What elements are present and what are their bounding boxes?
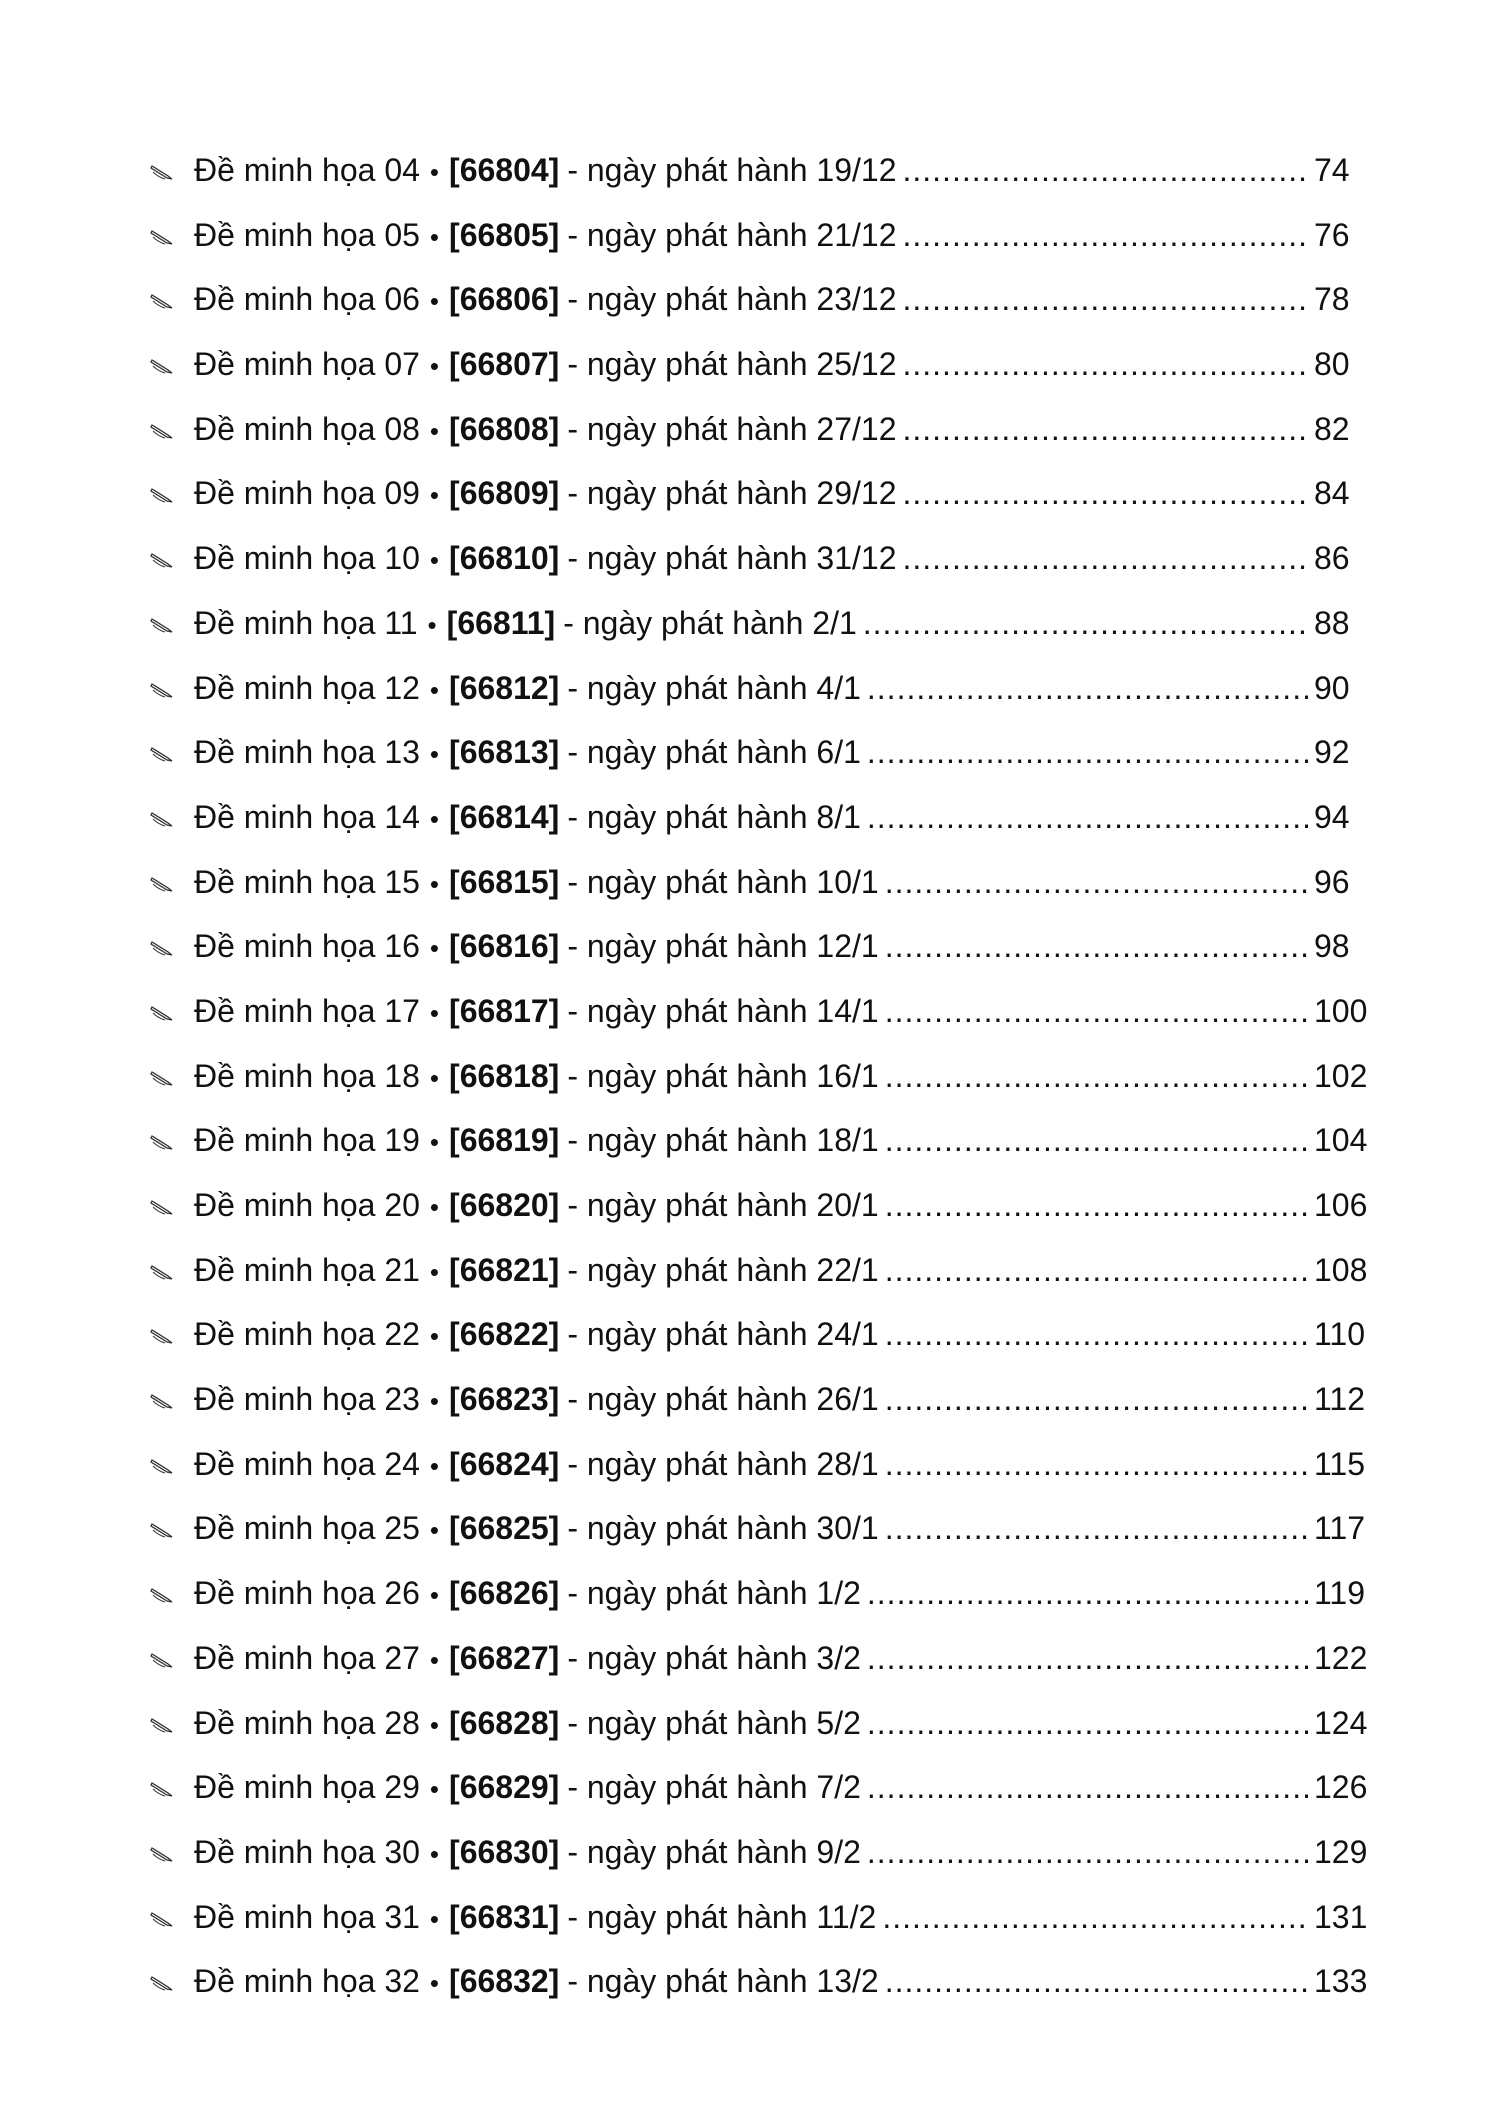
entry-code: [66805] — [449, 216, 560, 253]
entry-code: [66814] — [449, 798, 560, 835]
pen-nib-icon — [150, 787, 194, 852]
bullet-separator: • — [429, 1321, 440, 1352]
dot-leader — [885, 1432, 1308, 1497]
entry-page-number: 122 — [1314, 1639, 1368, 1676]
toc-entry[interactable] — [150, 1108, 1380, 1173]
bullet-separator: • — [429, 997, 440, 1028]
entry-release-date: - ngày phát hành 21/12 — [567, 216, 897, 253]
entry-release-date: - ngày phát hành 16/1 — [567, 1057, 879, 1094]
dot-leader — [867, 1691, 1308, 1756]
dot-leader — [885, 1367, 1308, 1432]
dot-leader — [867, 656, 1308, 721]
entry-title: Đề minh họa 24 — [194, 1445, 420, 1482]
toc-entry[interactable] — [150, 656, 1380, 721]
entry-page-number: 124 — [1314, 1704, 1368, 1741]
toc-entry[interactable] — [150, 1044, 1380, 1109]
entry-title: Đề minh họa 21 — [194, 1251, 420, 1288]
dot-leader — [885, 1044, 1308, 1109]
toc-entry[interactable] — [150, 1626, 1380, 1691]
entry-code: [66828] — [449, 1704, 560, 1741]
entry-release-date: - ngày phát hành 22/1 — [567, 1251, 879, 1288]
entry-release-date: - ngày phát hành 4/1 — [567, 669, 861, 706]
entry-code: [66813] — [449, 734, 560, 771]
entry-page-number: 119 — [1314, 1575, 1366, 1612]
bullet-separator: • — [429, 1774, 440, 1805]
bullet-separator: • — [429, 1968, 440, 1999]
bullet-separator: • — [429, 1062, 440, 1093]
pen-nib-icon — [150, 1046, 194, 1111]
entry-page-number: 98 — [1314, 928, 1350, 965]
entry-page-number: 110 — [1314, 1316, 1366, 1353]
entry-code: [66811] — [446, 604, 556, 641]
entry-page-number: 80 — [1314, 346, 1350, 383]
pen-nib-icon — [150, 1822, 194, 1887]
bullet-separator: • — [429, 351, 440, 382]
toc-entry[interactable] — [150, 1820, 1380, 1885]
entry-page-number: 92 — [1314, 734, 1350, 771]
entry-page-number: 100 — [1314, 992, 1368, 1029]
pen-nib-icon — [150, 1951, 194, 2016]
dot-leader — [902, 203, 1308, 268]
dot-leader — [863, 591, 1308, 656]
entry-title: Đề minh họa 29 — [194, 1769, 420, 1806]
entry-title: Đề minh họa 10 — [194, 540, 420, 577]
bullet-separator: • — [429, 1515, 440, 1546]
toc-entry[interactable] — [150, 591, 1380, 656]
entry-code: [66820] — [449, 1187, 560, 1223]
pen-nib-icon — [150, 1887, 194, 1952]
toc-entry[interactable] — [150, 1755, 1380, 1820]
bullet-separator: • — [429, 803, 440, 834]
pen-nib-icon — [150, 1757, 194, 1822]
entry-code: [66807] — [449, 346, 560, 383]
entry-code: [66815] — [449, 863, 560, 900]
entry-page-number: 82 — [1314, 410, 1350, 447]
entry-page-number: 131 — [1314, 1898, 1368, 1935]
bullet-separator: • — [429, 674, 440, 705]
entry-title: Đề minh họa 31 — [194, 1898, 420, 1935]
pen-nib-icon — [150, 1110, 194, 1175]
pen-nib-icon — [150, 140, 194, 205]
entry-release-date: - ngày phát hành 2/1 — [563, 604, 857, 641]
entry-code: [66831] — [449, 1898, 560, 1935]
pen-nib-icon — [150, 1240, 194, 1305]
bullet-separator: • — [429, 933, 440, 964]
pen-nib-icon — [150, 658, 194, 723]
entry-release-date: - ngày phát hành 6/1 — [567, 734, 861, 771]
entry-release-date: - ngày phát hành 18/1 — [567, 1122, 879, 1159]
toc-entry[interactable] — [150, 979, 1380, 1044]
entry-page-number: 129 — [1314, 1833, 1368, 1870]
entry-release-date: - ngày phát hành 7/2 — [567, 1769, 861, 1806]
entry-release-date: - ngày phát hành 8/1 — [567, 798, 861, 835]
entry-title: Đề minh họa 14 — [194, 798, 420, 835]
entry-release-date: - ngày phát hành 19/12 — [567, 152, 897, 188]
bullet-separator: • — [429, 739, 440, 770]
dot-leader — [902, 461, 1308, 526]
entry-code: [66822] — [449, 1316, 560, 1353]
toc-entry[interactable] — [150, 1561, 1380, 1626]
entry-release-date: - ngày phát hành 27/12 — [567, 410, 897, 447]
entry-title: Đề minh họa 27 — [194, 1639, 420, 1676]
pen-nib-icon — [150, 1175, 194, 1240]
dot-leader — [885, 1302, 1308, 1367]
toc-entry[interactable] — [150, 267, 1380, 332]
bullet-separator: • — [427, 609, 437, 640]
bullet-separator: • — [429, 480, 440, 511]
toc-entry[interactable] — [150, 1302, 1380, 1367]
entry-title: Đề minh họa 13 — [194, 734, 420, 771]
entry-code: [66825] — [449, 1510, 560, 1547]
entry-release-date: - ngày phát hành 1/2 — [567, 1575, 861, 1612]
pen-nib-icon — [150, 399, 194, 464]
entry-page-number: 88 — [1314, 604, 1350, 641]
pen-nib-icon — [150, 334, 194, 399]
entry-page-number: 102 — [1314, 1057, 1368, 1094]
entry-code: [66832] — [449, 1963, 560, 2000]
entry-code: [66812] — [449, 669, 560, 706]
bullet-separator: • — [429, 868, 440, 899]
entry-code: [66804] — [449, 152, 560, 188]
entry-code: [66809] — [449, 475, 560, 512]
toc-entry[interactable] — [150, 1496, 1380, 1561]
dot-leader — [885, 979, 1308, 1044]
entry-release-date: - ngày phát hành 31/12 — [567, 540, 897, 577]
entry-page-number: 115 — [1314, 1445, 1366, 1482]
entry-code: [66819] — [449, 1122, 560, 1159]
pen-nib-icon — [150, 1369, 194, 1434]
pen-nib-icon — [150, 463, 194, 528]
entry-page-number: 84 — [1314, 475, 1350, 512]
entry-title: Đề minh họa 23 — [194, 1381, 420, 1418]
dot-leader — [885, 1496, 1308, 1561]
dot-leader — [882, 1885, 1308, 1950]
toc-entry[interactable] — [150, 850, 1380, 915]
dot-leader — [902, 267, 1308, 332]
entry-title: Đề minh họa 18 — [194, 1057, 420, 1094]
entry-title: Đề minh họa 04 — [194, 152, 420, 188]
entry-page-number: 117 — [1314, 1510, 1366, 1547]
bullet-separator: • — [429, 157, 440, 187]
toc-entry[interactable] — [150, 1432, 1380, 1497]
dot-leader — [867, 1820, 1308, 1885]
dot-leader — [867, 1755, 1308, 1820]
entry-title: Đề minh họa 30 — [194, 1833, 420, 1870]
entry-release-date: - ngày phát hành 3/2 — [567, 1639, 861, 1676]
entry-release-date: - ngày phát hành 11/2 — [567, 1898, 877, 1935]
entry-title: Đề minh họa 22 — [194, 1316, 420, 1353]
pen-nib-icon — [150, 916, 194, 981]
bullet-separator: • — [429, 1644, 440, 1675]
entry-code: [66817] — [449, 992, 560, 1029]
entry-release-date: - ngày phát hành 14/1 — [567, 992, 879, 1029]
entry-title: Đề minh họa 06 — [194, 281, 420, 318]
dot-leader — [885, 1949, 1308, 2014]
entry-code: [66823] — [449, 1381, 560, 1418]
bullet-separator: • — [429, 545, 440, 576]
entry-code: [66808] — [449, 410, 560, 447]
entry-release-date: - ngày phát hành 30/1 — [567, 1510, 879, 1547]
bullet-separator: • — [429, 1838, 440, 1869]
entry-page-number: 112 — [1314, 1381, 1366, 1418]
entry-code: [66826] — [449, 1575, 560, 1612]
entry-title: Đề minh họa 12 — [194, 669, 420, 706]
toc-entry[interactable] — [150, 1173, 1380, 1238]
entry-page-number: 108 — [1314, 1251, 1368, 1288]
entry-code: [66827] — [449, 1639, 560, 1676]
entry-page-number: 90 — [1314, 669, 1350, 706]
pen-nib-icon — [150, 269, 194, 334]
toc-entry[interactable] — [150, 332, 1380, 397]
entry-release-date: - ngày phát hành 20/1 — [567, 1187, 879, 1223]
bullet-separator: • — [429, 1903, 440, 1934]
entry-page-number: 104 — [1314, 1122, 1368, 1159]
dot-leader — [902, 138, 1308, 203]
dot-leader — [885, 1173, 1308, 1238]
dot-leader — [902, 332, 1308, 397]
entry-release-date: - ngày phát hành 24/1 — [567, 1316, 879, 1353]
toc-entry[interactable] — [150, 720, 1380, 785]
entry-code: [66829] — [449, 1769, 560, 1806]
toc-entry[interactable] — [150, 526, 1380, 591]
entry-page-number: 74 — [1314, 152, 1350, 188]
entry-release-date: - ngày phát hành 13/2 — [567, 1963, 879, 2000]
dot-leader — [885, 1238, 1308, 1303]
pen-nib-icon — [150, 1563, 194, 1628]
entry-title: Đề minh họa 19 — [194, 1122, 420, 1159]
entry-page-number: 94 — [1314, 798, 1350, 835]
entry-code: [66816] — [449, 928, 560, 965]
pen-nib-icon — [150, 722, 194, 787]
pen-nib-icon — [150, 1628, 194, 1693]
bullet-separator: • — [429, 1386, 440, 1417]
entry-title: Đề minh họa 07 — [194, 346, 420, 383]
entry-title: Đề minh họa 16 — [194, 928, 420, 965]
toc-entry[interactable] — [150, 1238, 1380, 1303]
entry-code: [66824] — [449, 1445, 560, 1482]
entry-title: Đề minh họa 08 — [194, 410, 420, 447]
entry-title: Đề minh họa 25 — [194, 1510, 420, 1547]
entry-release-date: - ngày phát hành 12/1 — [567, 928, 879, 965]
toc-entry[interactable] — [150, 785, 1380, 850]
entry-title: Đề minh họa 32 — [194, 1963, 420, 2000]
entry-title: Đề minh họa 15 — [194, 863, 420, 900]
entry-title: Đề minh họa 28 — [194, 1704, 420, 1741]
pen-nib-icon — [150, 528, 194, 593]
dot-leader — [885, 914, 1308, 979]
bullet-separator: • — [429, 221, 440, 252]
toc-entry[interactable] — [150, 1691, 1380, 1756]
dot-leader — [885, 1108, 1308, 1173]
pen-nib-icon — [150, 1693, 194, 1758]
entry-page-number: 76 — [1314, 216, 1350, 253]
dot-leader — [867, 785, 1308, 850]
entry-release-date: - ngày phát hành 29/12 — [567, 475, 897, 512]
entry-page-number: 133 — [1314, 1963, 1368, 2000]
entry-title: Đề minh họa 09 — [194, 475, 420, 512]
toc-entry[interactable] — [150, 914, 1380, 979]
pen-nib-icon — [150, 852, 194, 917]
pen-nib-icon — [150, 1434, 194, 1499]
table-of-contents — [150, 138, 1380, 2014]
bullet-separator: • — [429, 415, 440, 446]
entry-release-date: - ngày phát hành 5/2 — [567, 1704, 861, 1741]
entry-title: Đề minh họa 17 — [194, 992, 420, 1029]
bullet-separator: • — [429, 1256, 440, 1287]
entry-page-number: 106 — [1314, 1187, 1368, 1223]
dot-leader — [902, 397, 1308, 462]
entry-title: Đề minh họa 20 — [194, 1187, 420, 1223]
entry-release-date: - ngày phát hành 26/1 — [567, 1381, 879, 1418]
toc-entry[interactable] — [150, 461, 1380, 526]
toc-entry[interactable] — [150, 1949, 1380, 2014]
entry-page-number: 86 — [1314, 540, 1350, 577]
bullet-separator: • — [429, 286, 440, 317]
dot-leader — [867, 1561, 1308, 1626]
bullet-separator: • — [429, 1192, 440, 1222]
entry-release-date: - ngày phát hành 10/1 — [567, 863, 879, 900]
entry-code: [66821] — [449, 1251, 560, 1288]
entry-code: [66810] — [449, 540, 560, 577]
entry-release-date: - ngày phát hành 9/2 — [567, 1833, 861, 1870]
entry-code: [66830] — [449, 1833, 560, 1870]
entry-title: Đề minh họa 05 — [194, 216, 420, 253]
entry-code: [66818] — [449, 1057, 560, 1094]
toc-entry[interactable] — [150, 397, 1380, 462]
toc-entry[interactable] — [150, 138, 1380, 203]
toc-entry[interactable] — [150, 1367, 1380, 1432]
dot-leader — [885, 850, 1308, 915]
dot-leader — [902, 526, 1308, 591]
bullet-separator: • — [429, 1709, 440, 1740]
dot-leader — [867, 720, 1308, 785]
entry-release-date: - ngày phát hành 28/1 — [567, 1445, 879, 1482]
entry-code: [66806] — [449, 281, 560, 318]
toc-entry[interactable] — [150, 203, 1380, 268]
entry-page-number: 78 — [1314, 281, 1350, 318]
bullet-separator: • — [429, 1450, 440, 1481]
entry-page-number: 96 — [1314, 863, 1350, 900]
entry-release-date: - ngày phát hành 23/12 — [567, 281, 897, 318]
entry-page-number: 126 — [1314, 1769, 1368, 1806]
bullet-separator: • — [429, 1580, 440, 1611]
entry-title: Đề minh họa 26 — [194, 1575, 420, 1612]
toc-entry[interactable] — [150, 1885, 1380, 1950]
pen-nib-icon — [150, 981, 194, 1046]
pen-nib-icon — [150, 593, 194, 658]
entry-release-date: - ngày phát hành 25/12 — [567, 346, 897, 383]
entry-title: Đề minh họa 11 — [194, 604, 418, 641]
pen-nib-icon — [150, 1304, 194, 1369]
dot-leader — [867, 1626, 1308, 1691]
pen-nib-icon — [150, 1498, 194, 1563]
bullet-separator: • — [429, 1127, 440, 1158]
pen-nib-icon — [150, 205, 194, 270]
